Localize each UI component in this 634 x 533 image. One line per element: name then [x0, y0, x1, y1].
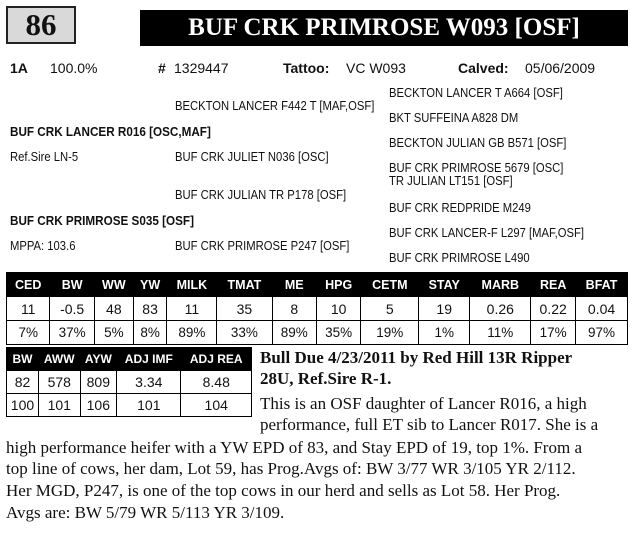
notes-line: performance, full ET sib to Lancer R017. She is a — [260, 415, 599, 434]
epd-percentile-row — [7, 321, 628, 345]
notes-line: Avgs are: BW 5/79 WR 5/113 YR 3/109. — [6, 503, 285, 522]
epd-value: 8 — [272, 297, 316, 321]
performance-header: ADJ REA — [181, 348, 252, 371]
registration-number: 1329447 — [174, 60, 229, 76]
notes-line: high performance heifer with a YW EPD of 83, and Stay EPD of 19, top 1%. From a — [6, 438, 582, 457]
performance-value: 3.34 — [117, 371, 181, 394]
performance-header: AYW — [80, 348, 117, 371]
pedigree-ggs4: BUF CRK LANCER-F L297 [MAF,OSF] — [389, 226, 585, 240]
epd-value: 0.22 — [531, 297, 576, 321]
pedigree-ggs3: TR JULIAN LT151 [OSF] — [389, 174, 513, 188]
pedigree-dam: BUF CRK PRIMROSE S035 [OSF] — [10, 213, 194, 228]
pedigree-ggd1: BKT SUFFEINA A828 DM — [389, 111, 519, 125]
pedigree-ggs1: BECKTON LANCER T A664 [OSF] — [389, 86, 563, 100]
pedigree-ggs2: BECKTON JULIAN GB B571 [OSF] — [389, 136, 567, 150]
performance-ratio: 101 — [117, 394, 181, 417]
epd-value: 19 — [419, 297, 470, 321]
epd-percentile: 1% — [419, 321, 470, 345]
epd-percentile: 11% — [470, 321, 531, 345]
performance-table — [6, 347, 252, 417]
epd-value: 0.04 — [576, 297, 628, 321]
notes-bull-due-line: Bull Due 4/23/2011 by Red Hill 13R Ripper — [260, 348, 573, 367]
performance-value-row — [7, 371, 252, 394]
epd-header: STAY — [419, 273, 470, 297]
epd-header-row — [7, 273, 628, 297]
lot-number: 86 — [6, 6, 76, 44]
epd-percentile: 5% — [94, 321, 133, 345]
epd-header: CED — [7, 273, 50, 297]
epd-header: CETM — [361, 273, 419, 297]
epd-header: MILK — [167, 273, 217, 297]
epd-value: 11 — [7, 297, 50, 321]
pedigree-ggd2: BUF CRK PRIMROSE 5679 [OSC] — [389, 161, 564, 175]
epd-percentile: 33% — [217, 321, 272, 345]
epd-percentile: 17% — [531, 321, 576, 345]
performance-value: 809 — [80, 371, 117, 394]
epd-percentile: 89% — [272, 321, 316, 345]
epd-value: 48 — [94, 297, 133, 321]
reg-label: # — [158, 60, 166, 76]
epd-percentile: 19% — [361, 321, 419, 345]
performance-ratio: 104 — [181, 394, 252, 417]
epd-percentile: 37% — [50, 321, 94, 345]
ref-sire: Ref.Sire LN-5 — [10, 150, 79, 164]
notes-ref-sire-line: 28U, Ref.Sire R-1. — [260, 369, 392, 388]
epd-value: 83 — [133, 297, 167, 321]
pedigree-gs2: BUF CRK JULIAN TR P178 [OSF] — [175, 188, 347, 202]
epd-header: WW — [94, 273, 133, 297]
pedigree-gd2: BUF CRK PRIMROSE P247 [OSF] — [175, 239, 350, 253]
epd-percentile: 89% — [167, 321, 217, 345]
epd-header: TMAT — [217, 273, 272, 297]
performance-header: BW — [7, 348, 39, 371]
performance-header: AWW — [38, 348, 80, 371]
performance-ratio: 101 — [38, 394, 80, 417]
epd-header: BW — [50, 273, 94, 297]
pedigree-ggd4: BUF CRK PRIMROSE L490 — [389, 251, 530, 265]
animal-name-banner: BUF CRK PRIMROSE W093 [OSF] — [140, 10, 628, 46]
percent: 100.0% — [50, 60, 98, 76]
pedigree-ggd3: BUF CRK REDPRIDE M249 — [389, 201, 531, 215]
epd-table — [6, 272, 628, 345]
epd-percentile: 35% — [316, 321, 361, 345]
performance-value: 82 — [7, 371, 39, 394]
epd-percentile: 97% — [576, 321, 628, 345]
epd-percentile: 8% — [133, 321, 167, 345]
performance-header-row — [7, 348, 252, 371]
epd-value-row — [7, 297, 628, 321]
epd-value: -0.5 — [50, 297, 94, 321]
pedigree-sire: BUF CRK LANCER R016 [OSC,MAF] — [10, 124, 211, 139]
epd-percentile: 7% — [7, 321, 50, 345]
notes-line: This is an OSF daughter of Lancer R016, a high — [260, 394, 587, 413]
notes-line: top line of cows, her dam, Lot 59, has Prog.Avgs of: BW 3/77 WR 3/105 YR 2/112. — [6, 459, 576, 478]
tattoo-label: Tattoo: — [283, 60, 330, 76]
epd-header: HPG — [316, 273, 361, 297]
pedigree-gd1: BUF CRK JULIET N036 [OSC] — [175, 150, 329, 164]
performance-ratio-row — [7, 394, 252, 417]
performance-header: ADJ IMF — [117, 348, 181, 371]
performance-value: 578 — [38, 371, 80, 394]
epd-header: BFAT — [576, 273, 628, 297]
epd-header: MARB — [470, 273, 531, 297]
epd-header: YW — [133, 273, 167, 297]
performance-ratio: 100 — [7, 394, 39, 417]
grade: 1A — [10, 60, 28, 76]
pedigree-gs1: BECKTON LANCER F442 T [MAF,OSF] — [175, 99, 375, 113]
epd-value: 35 — [217, 297, 272, 321]
epd-value: 11 — [167, 297, 217, 321]
epd-value: 5 — [361, 297, 419, 321]
calved-label: Calved: — [458, 60, 509, 76]
epd-header: REA — [531, 273, 576, 297]
mppa: MPPA: 103.6 — [10, 239, 76, 253]
notes-line: Her MGD, P247, is one of the top cows in our herd and sells as Lot 58. Her Prog. — [6, 481, 561, 500]
epd-header: ME — [272, 273, 316, 297]
performance-ratio: 106 — [80, 394, 117, 417]
calved-date: 05/06/2009 — [525, 60, 596, 76]
epd-value: 0.26 — [470, 297, 531, 321]
epd-value: 10 — [316, 297, 361, 321]
performance-value: 8.48 — [181, 371, 252, 394]
tattoo-value: VC W093 — [346, 60, 406, 76]
